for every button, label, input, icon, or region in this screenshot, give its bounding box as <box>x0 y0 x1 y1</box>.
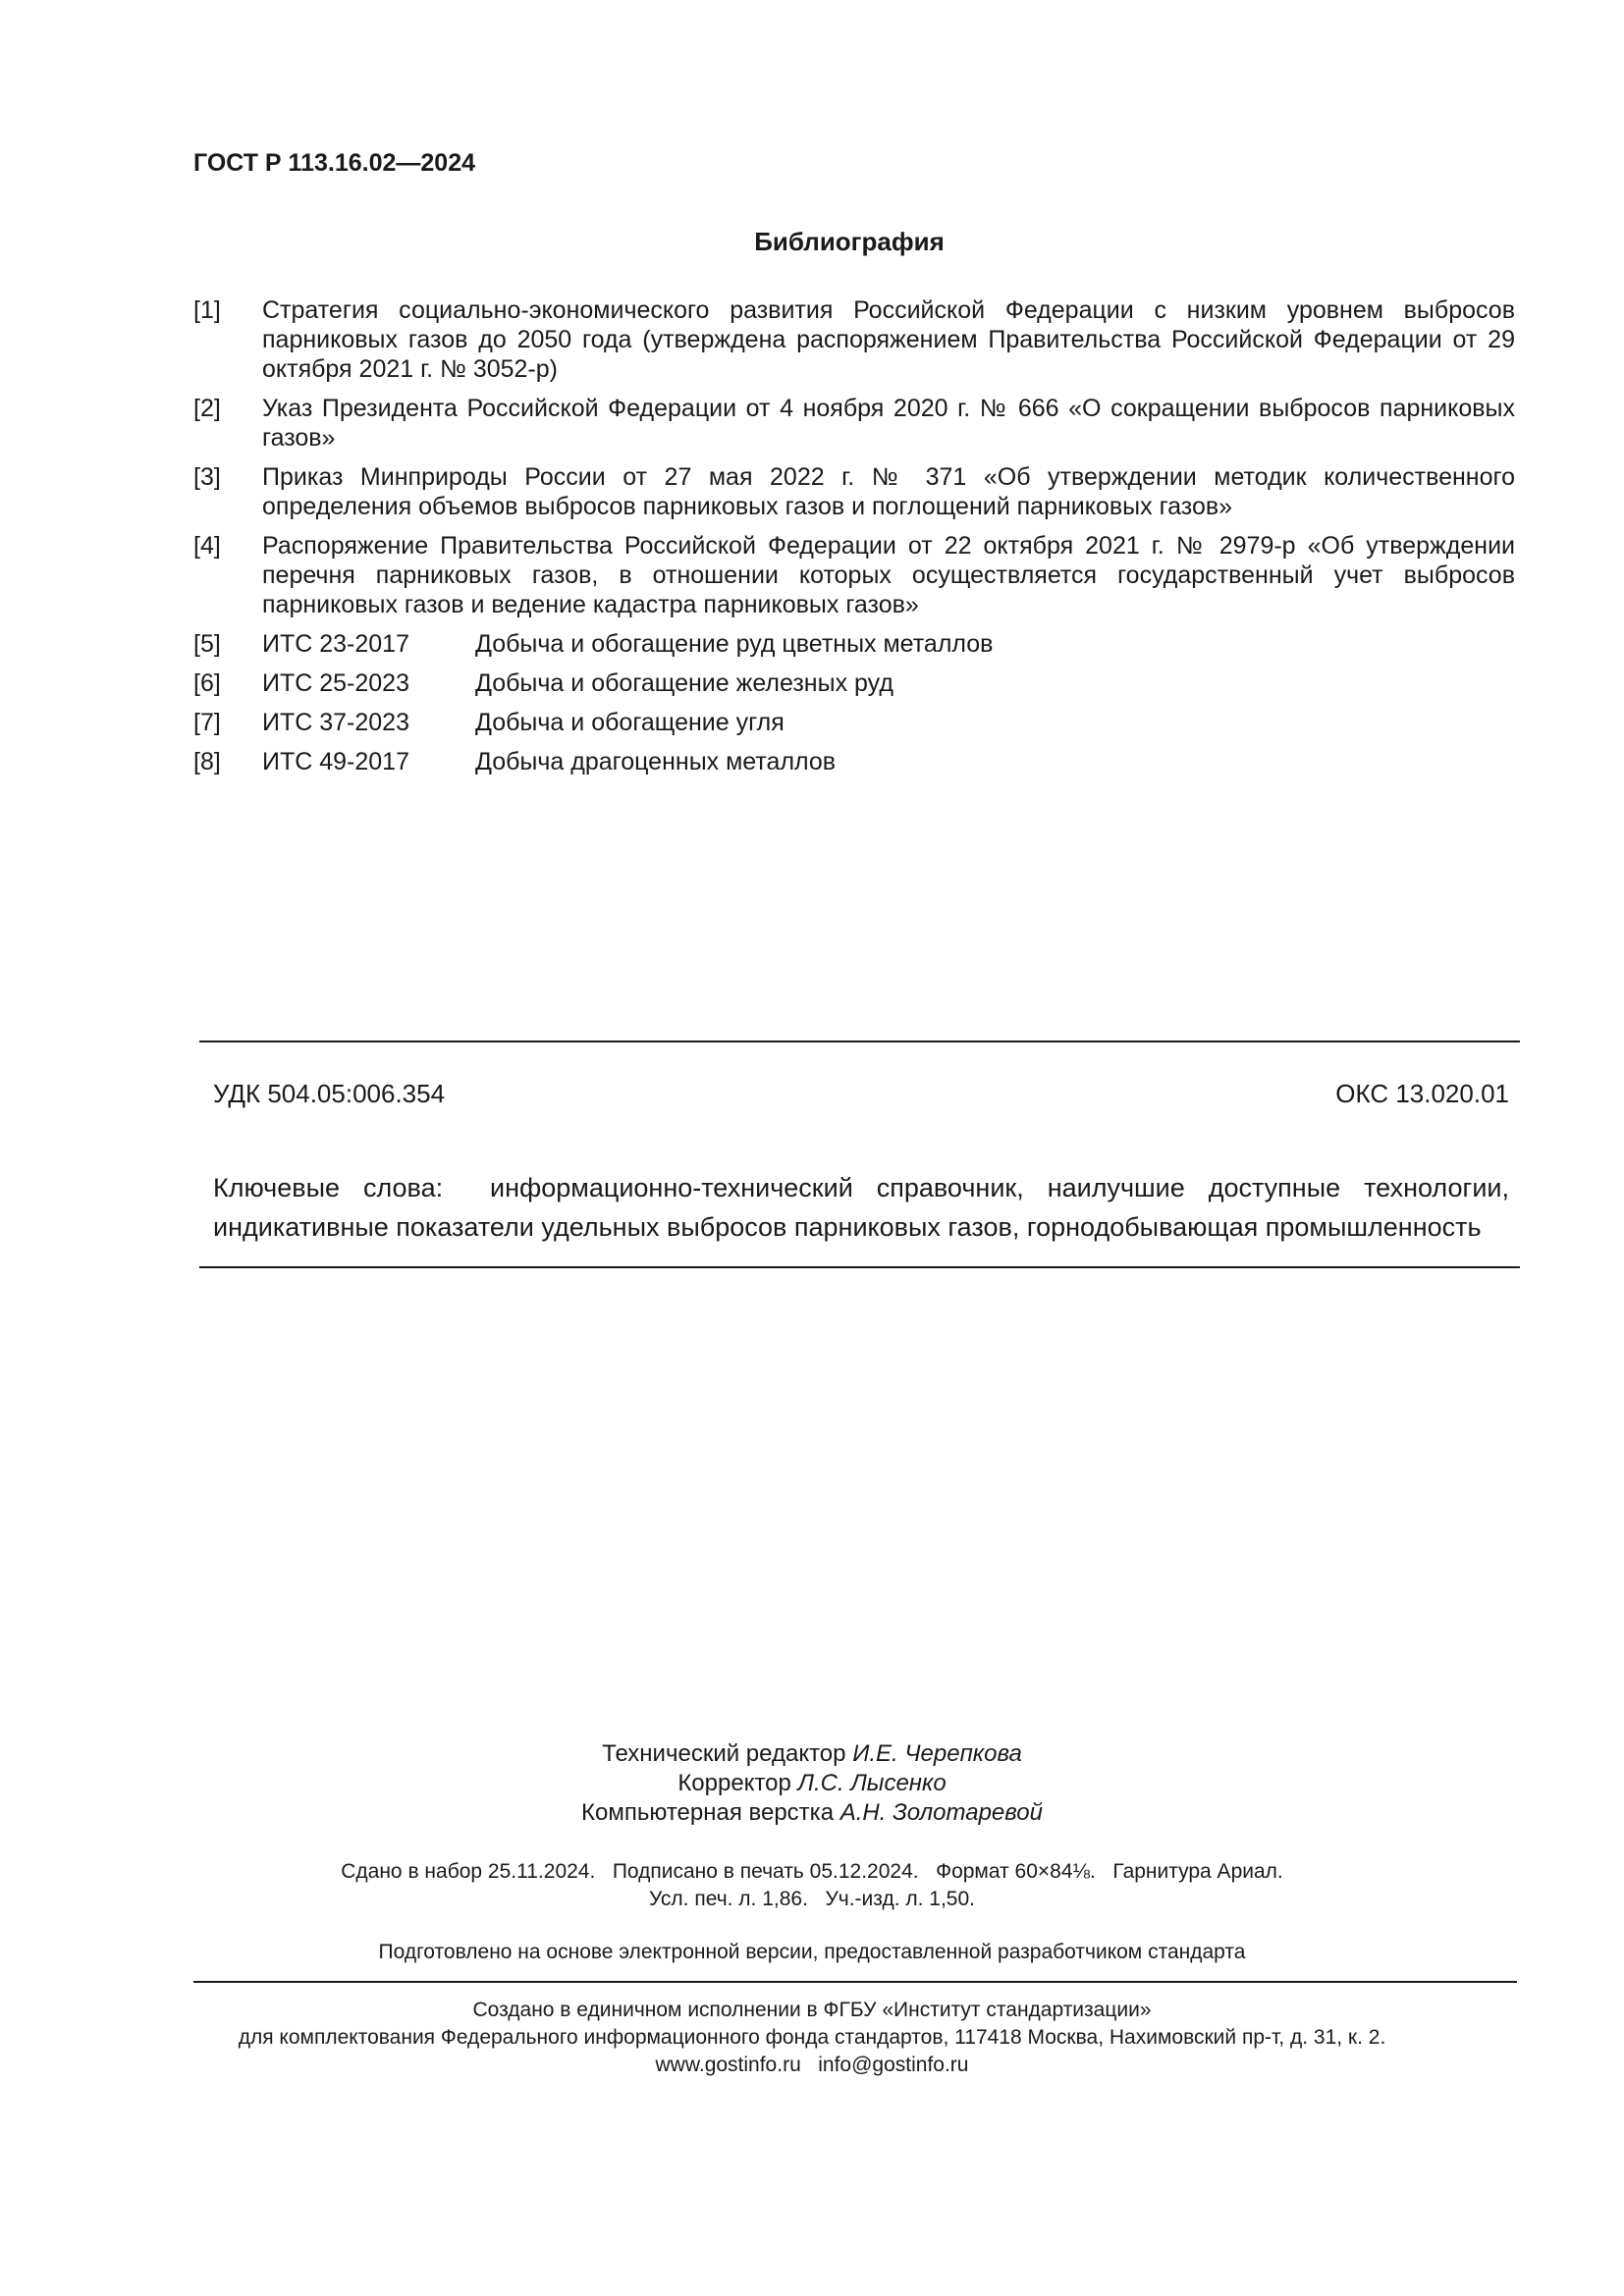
oks-code: ОКС 13.020.01 <box>1335 1079 1509 1108</box>
divider-footer <box>193 1981 1517 1983</box>
bib-its-code: ИТС 49-2017 <box>262 748 409 775</box>
bib-its-code: ИТС 25-2023 <box>262 669 409 697</box>
imprint-block <box>0 1858 1624 1913</box>
footer-contacts: www.gostinfo.ru info@gostinfo.ru <box>655 2054 969 2076</box>
bib-number: [6] <box>193 669 221 697</box>
bibliography-list <box>193 295 1515 786</box>
bib-number: [2] <box>193 395 221 422</box>
corrector-line <box>0 1769 1624 1798</box>
corrector-name: Л.С. Лысенко <box>797 1770 947 1796</box>
layout-name: А.Н. Золотаревой <box>839 1799 1043 1826</box>
bib-its-title: Добыча и обогащение руд цветных металлов <box>475 630 994 658</box>
bib-text: Стратегия социально-экономического развития Российской Федерации с низким уровнем выбросов парниковых газов до 2050 года (утверждена распоряжением Правительства Российской Федерации от 29 октября 2021 г. № 3052-р) <box>262 296 1515 383</box>
bib-item-4 <box>193 531 1515 619</box>
keywords-label: Ключевые слова: <box>213 1173 444 1202</box>
imprint-line-1: Сдано в набор 25.11.2024. Подписано в печать 05.12.2024. Формат 60×84⅛. Гарнитура Ариал. <box>341 1860 1283 1883</box>
bib-item-5 <box>193 629 1515 659</box>
bibliography-title: Библиография <box>754 227 945 256</box>
keywords-text: информационно-технический справочник, наилучшие доступные технологии, индикативные показатели удельных выбросов парниковых газов, горнодобывающая промышленность <box>213 1173 1510 1242</box>
prepared-note: Подготовлено на основе электронной версии, предоставленной разработчиком стандарта <box>378 1941 1246 1963</box>
bib-number: [8] <box>193 748 221 775</box>
divider-keywords <box>199 1266 1520 1268</box>
bib-item-6 <box>193 668 1515 698</box>
bib-its-code: ИТС 23-2017 <box>262 630 409 658</box>
bib-its-code: ИТС 37-2023 <box>262 709 409 736</box>
bib-text: Распоряжение Правительства Российской Федерации от 22 октября 2021 г. № 2979-р «Об утверждении перечня парниковых газов, в отношении которых осуществляется государственный учет выбросов парниковых газов и ведение кадастра парниковых газов» <box>262 532 1515 618</box>
bib-item-2 <box>193 394 1515 453</box>
footer-line-1: Создано в единичном исполнении в ФГБУ «Институт стандартизации» <box>472 1999 1152 2021</box>
bib-number: [4] <box>193 532 221 560</box>
bib-its-title: Добыча и обогащение угля <box>475 709 785 736</box>
divider-top <box>199 1041 1520 1042</box>
keywords-block <box>213 1168 1509 1247</box>
udk-code: УДК 504.05:006.354 <box>213 1079 446 1108</box>
footer-line-2: для комплектования Федерального информационного фонда стандартов, 117418 Москва, Нахимовский пр-т, д. 31, к. 2. <box>238 2026 1386 2049</box>
document-code: ГОСТ Р 113.16.02—2024 <box>193 149 476 177</box>
bib-item-7 <box>193 708 1515 737</box>
bib-number: [7] <box>193 709 221 736</box>
bib-item-8 <box>193 747 1515 776</box>
footer-block <box>0 1997 1624 2079</box>
bib-its-title: Добыча и обогащение железных руд <box>475 669 893 697</box>
bib-number: [3] <box>193 463 221 491</box>
tech-editor-label: Технический редактор <box>602 1740 846 1767</box>
bib-text: Указ Президента Российской Федерации от 4 ноября 2020 г. № 666 «О сокращении выбросов парниковых газов» <box>262 395 1515 452</box>
bib-text: Приказ Минприроды России от 27 мая 2022 г. № 371 «Об утверждении методик количественного определения объемов выбросов парниковых газов и поглощений парниковых газов» <box>262 463 1515 520</box>
bib-number: [5] <box>193 630 221 658</box>
layout-line <box>0 1798 1624 1828</box>
tech-editor-line <box>0 1739 1624 1769</box>
bib-its-title: Добыча драгоценных металлов <box>475 748 837 775</box>
tech-editor-name: И.Е. Черепкова <box>852 1740 1022 1767</box>
credits-block <box>0 1739 1624 1828</box>
bib-item-1 <box>193 295 1515 384</box>
bib-item-3 <box>193 462 1515 521</box>
layout-label: Компьютерная верстка <box>581 1799 835 1826</box>
corrector-label: Корректор <box>677 1770 791 1796</box>
imprint-line-2: Усл. печ. л. 1,86. Уч.-изд. л. 1,50. <box>648 1888 975 1910</box>
bib-number: [1] <box>193 296 221 324</box>
